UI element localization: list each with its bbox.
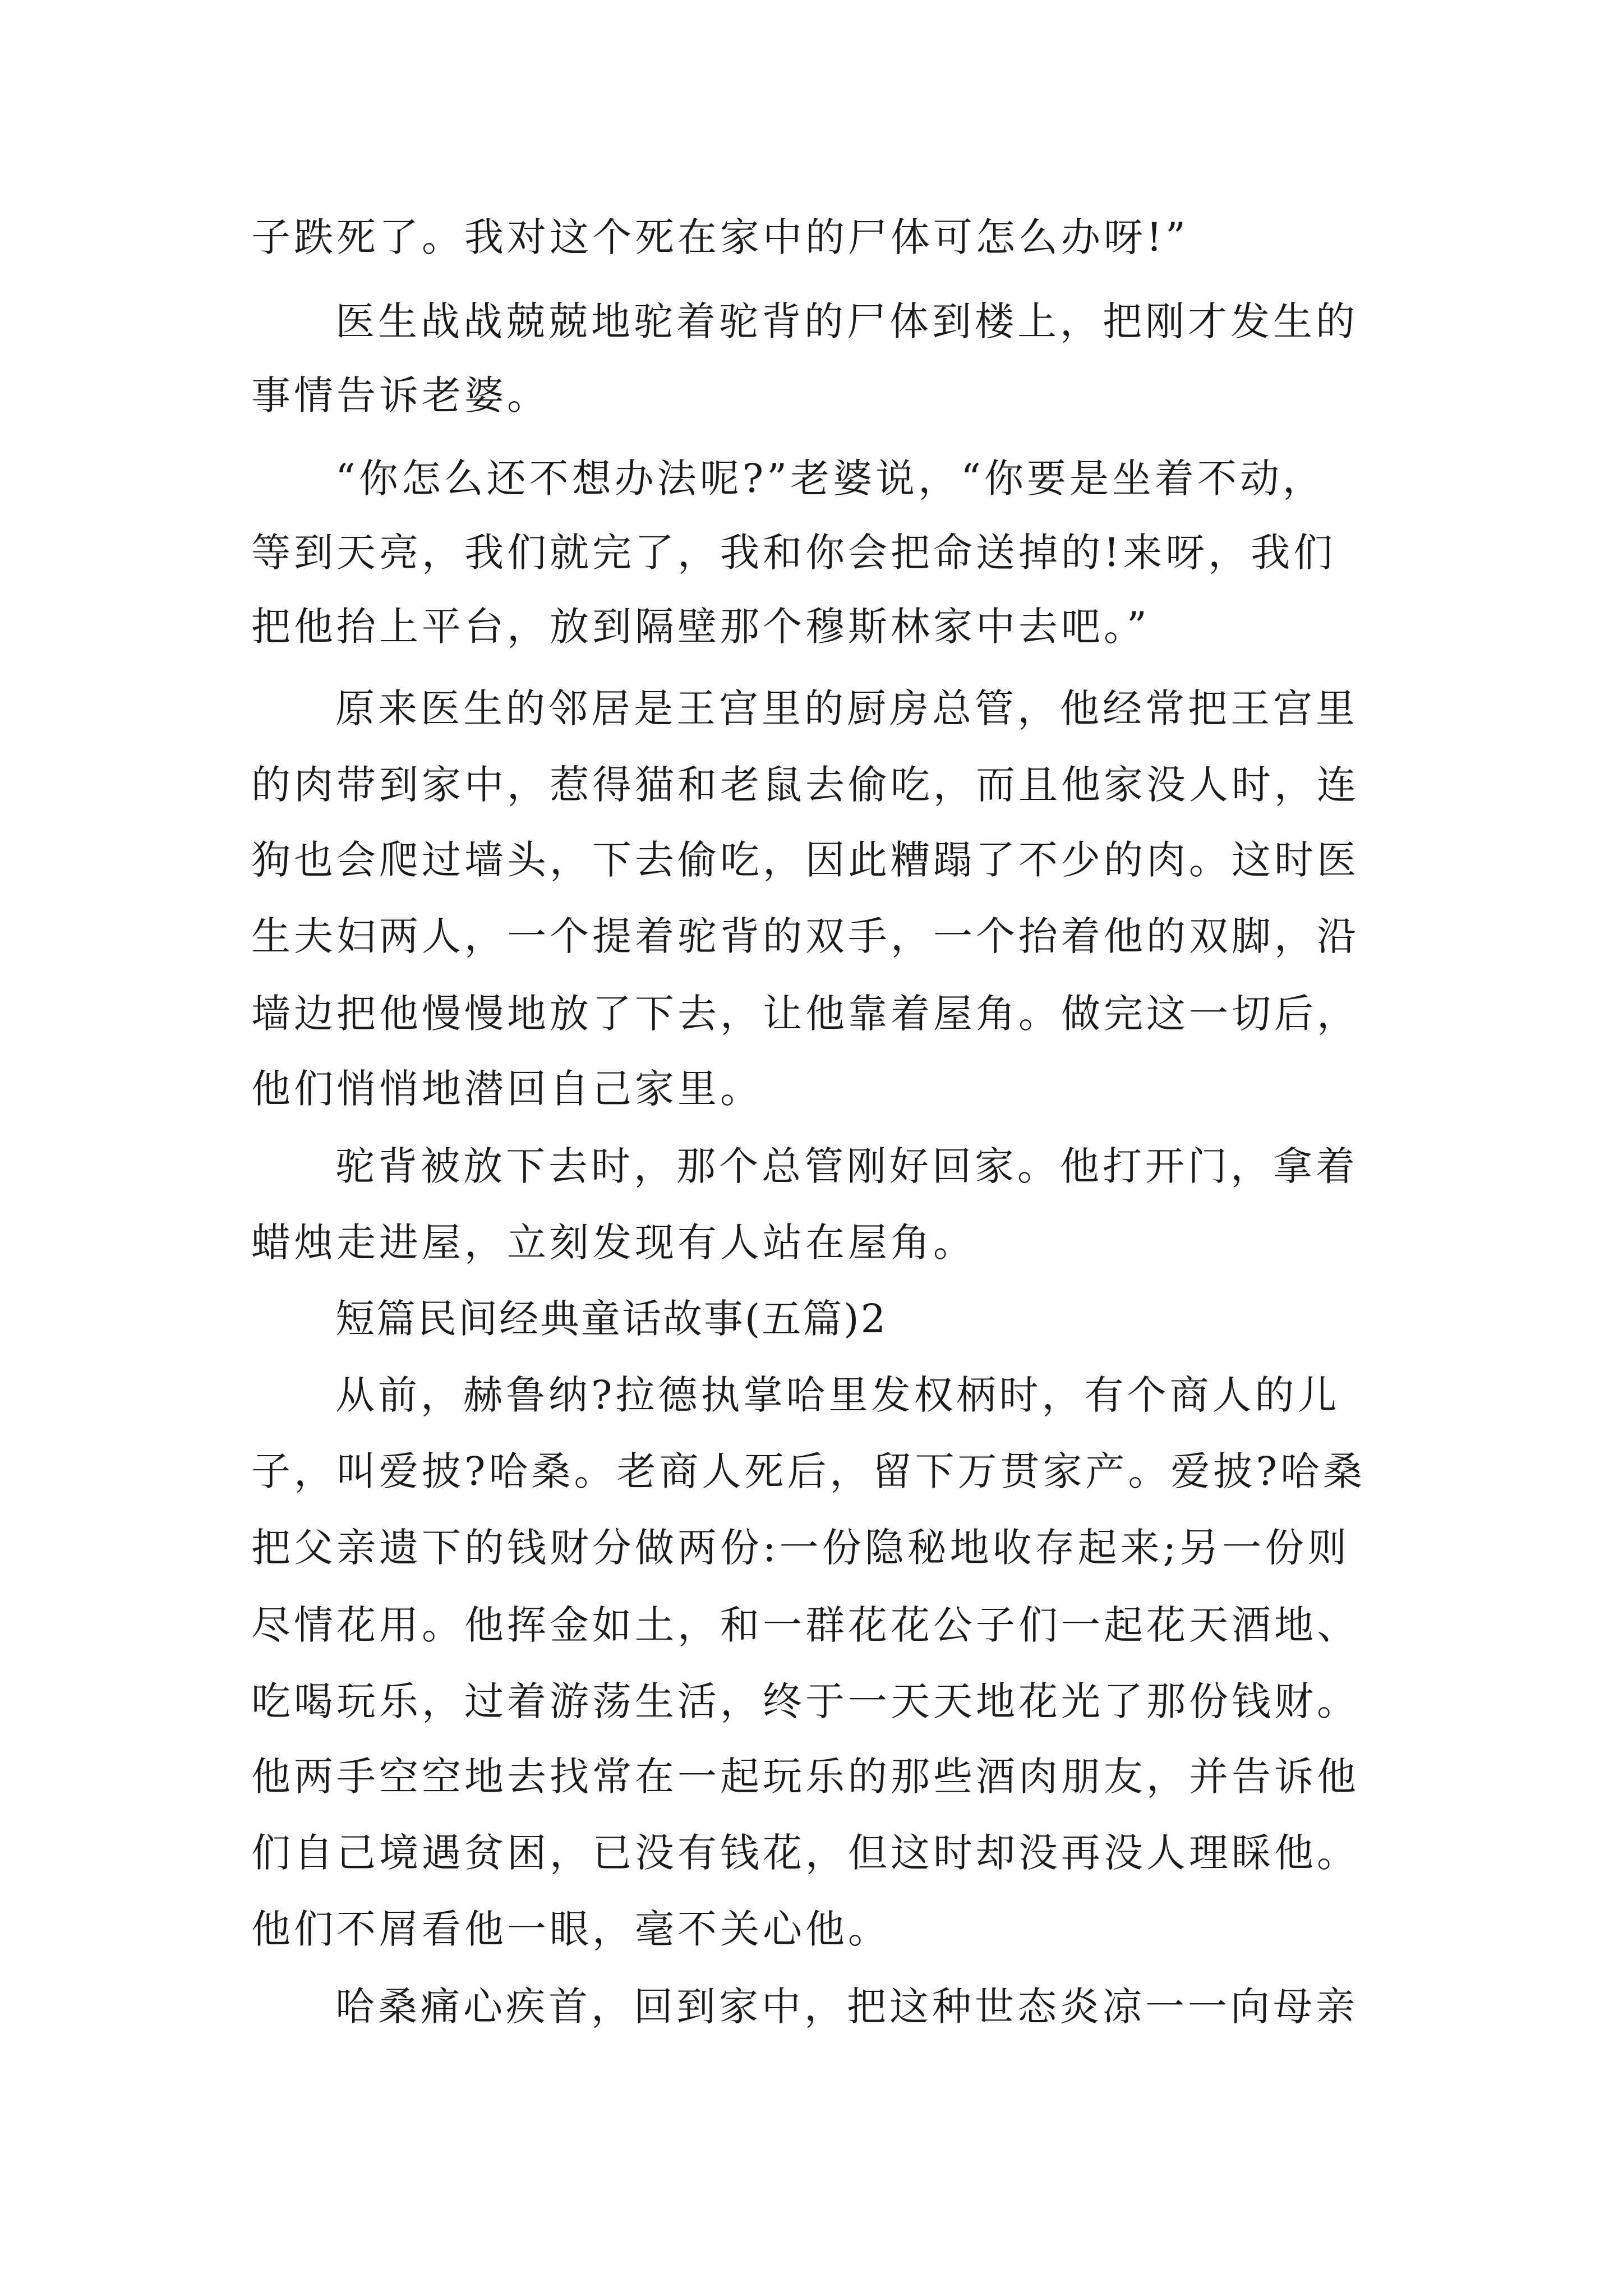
text-line: 把他抬上平台，放到隔壁那个穆斯林家中去吧。” (251, 604, 1150, 650)
text-line: 狗也会爬过墙头，下去偷吃，因此糟蹋了不少的肉。这时医 (251, 837, 1359, 883)
text-line: 吃喝玩乐，过着游荡生活，终于一天天地花光了那份钱财。 (251, 1678, 1359, 1724)
text-line: 他两手空空地去找常在一起玩乐的那些酒肉朋友，并告诉他 (251, 1754, 1359, 1800)
text-line: 事情告诉老婆。 (251, 372, 550, 418)
text-line: 他们不屑看他一眼，毫不关心他。 (251, 1906, 891, 1952)
text-line: 蜡烛走进屋，立刻发现有人站在屋角。 (251, 1220, 976, 1266)
text-line: 把父亲遗下的钱财分做两份:一份隐秘地收存起来;另一份则 (251, 1525, 1350, 1571)
text-line: 原来医生的邻居是王宫里的厨房总管，他经常把王宫里 (335, 685, 1358, 731)
text-line: 他们悄悄地潜回自己家里。 (251, 1066, 763, 1112)
text-line: 的肉带到家中，惹得猫和老鼠去偷吃，而且他家没人时，连 (251, 762, 1359, 808)
section-heading: 短篇民间经典童话故事(五篇)2 (335, 1296, 888, 1342)
text-line: 医生战战兢兢地驼着驼背的尸体到楼上，把刚才发生的 (335, 298, 1358, 344)
text-line: 驼背被放下去时，那个总管刚好回家。他打开门，拿着 (335, 1143, 1358, 1189)
text-line: 尽情花用。他挥金如土，和一群花花公子们一起花天酒地、 (251, 1602, 1359, 1648)
text-line: 墙边把他慢慢地放了下去，让他靠着屋角。做完这一切后， (251, 991, 1359, 1037)
text-line: 子，叫爱披?哈桑。老商人死后，留下万贯家产。爱披?哈桑 (251, 1448, 1366, 1494)
text-line: 生夫妇两人，一个提着驼背的双手，一个抬着他的双脚，沿 (251, 913, 1359, 959)
text-line: 从前，赫鲁纳?拉德执掌哈里发权柄时，有个商人的儿 (335, 1372, 1340, 1418)
text-line: “你怎么还不想办法呢?”老婆说，“你要是坐着不动， (335, 455, 1325, 501)
text-line: 们自己境遇贫困，已没有钱花，但这时却没再没人理睬他。 (251, 1830, 1359, 1876)
text-line: 哈桑痛心疾首，回到家中，把这种世态炎凉一一向母亲 (335, 1984, 1358, 2030)
text-line: 等到天亮，我们就完了，我和你会把命送掉的!来呀，我们 (251, 530, 1336, 576)
text-line: 子跌死了。我对这个死在家中的尸体可怎么办呀!” (251, 214, 1189, 260)
